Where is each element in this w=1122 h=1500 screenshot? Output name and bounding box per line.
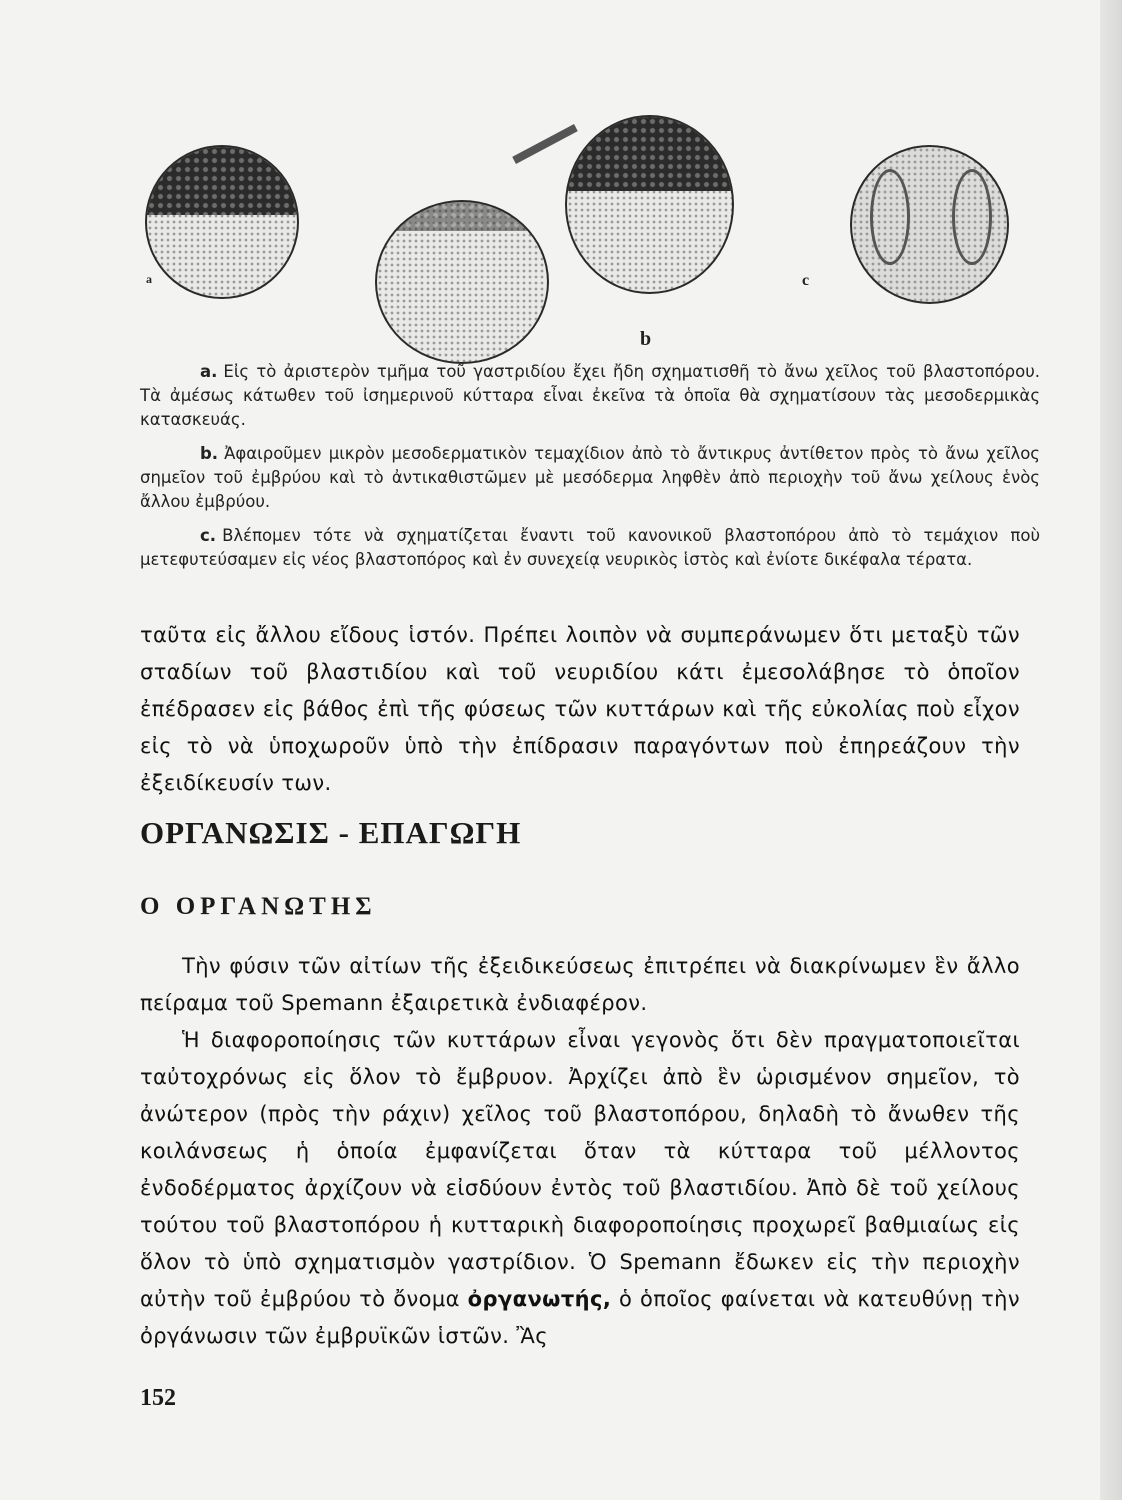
paragraph-2-text: Τὴν φύσιν τῶν αἰτίων τῆς ἐξειδικεύσεως ἐπιτρέπει νὰ διακρίνωμεν ἓν ἄλλο πείραμα τοῦ Spemann ἐξαιρετικὰ ἐνδιαφέρον.	[140, 954, 1020, 1015]
embryo-a-illustration	[145, 145, 299, 299]
embryo-b-illustration	[375, 200, 549, 364]
embryo-a-cap	[147, 147, 297, 215]
caption-c	[140, 524, 1040, 572]
page-number: 152	[140, 1385, 176, 1411]
figure-label-b: b	[640, 328, 652, 350]
caption-a-text: Εἰς τὸ ἀριστερὸν τμῆμα τοῦ γαστριδίου ἔχει ἤδη σχηματισθῆ τὸ ἄνω χεῖλος τοῦ βλαστοπόρου. Τὰ ἀμέσως κάτωθεν τοῦ ἰσημερινοῦ κύτταρα εἶναι ἐκεῖνα τὰ ὁποῖα θὰ σχηματίσουν τὰς μεσοδερμικὰς κατασκευάς.	[140, 362, 1040, 429]
embryo-b-cap	[377, 202, 547, 231]
caption-a	[140, 360, 1040, 432]
paragraph-3	[140, 1022, 1020, 1355]
caption-b	[140, 442, 1040, 514]
body-paragraphs-2-3	[140, 948, 1020, 1355]
embryo-fold-left	[870, 169, 910, 265]
caption-b-mark: b.	[200, 444, 219, 463]
embryo-result-illustration	[850, 145, 1009, 304]
page-edge	[1100, 0, 1122, 1500]
caption-c-mark: c.	[200, 526, 217, 545]
embryo-c-cap	[567, 117, 732, 191]
figure-label-c: c	[802, 272, 810, 289]
caption-a-mark: a.	[200, 362, 218, 381]
organizer-term: ὀργανωτής,	[467, 1287, 612, 1311]
caption-b-text: Ἀφαιροῦμεν μικρὸν μεσοδερματικὸν τεμαχίδιον ἀπὸ τὸ ἄντικρυς ἀντίθετον πρὸς τὸ ἄνω χεῖλος σημεῖον τοῦ ἐμβρύου καὶ τὸ ἀντικαθιστῶμεν μὲ μεσόδερμα ληφθὲν ἀπὸ περιοχὴν τοῦ ἄνω χείλους ἑνὸς ἄλλου ἐμβρύου.	[140, 444, 1040, 511]
paragraph-1-text: ταῦτα εἰς ἄλλου εἴδους ἱστόν. Πρέπει λοιπὸν νὰ συμπεράνωμεν ὅτι μεταξὺ τῶν σταδίων τοῦ βλαστιδίου καὶ τοῦ νευριδίου κάτι ἐμεσολάβησε τὸ ὁποῖον ἐπέδρασεν εἰς βάθος ἐπὶ τῆς φύσεως τῶν κυττάρων καὶ τῆς εὐκολίας ποὺ εἶχον εἰς τὸ νὰ ὑποχωροῦν ὑπὸ τὴν ἐπίδρασιν παραγόντων ποὺ ἐπηρεάζουν τὴν ἐξειδίκευσίν των.	[140, 623, 1020, 795]
body-paragraph-1	[140, 617, 1020, 802]
figure-label-a: a	[146, 272, 152, 286]
embryo-fold-right	[952, 169, 992, 265]
figure-embryo-series	[140, 100, 1040, 360]
caption-c-text: Βλέπομεν τότε νὰ σχηματίζεται ἔναντι τοῦ κανονικοῦ βλαστοπόρου ἀπὸ τὸ τεμάχιον ποὺ μετεφυτεύσαμεν εἰς νέος βλαστοπόρος καὶ ἐν συνεχείᾳ νευρικὸς ἱστὸς καὶ ἐνίοτε δικέφαλα τέρατα.	[140, 526, 1040, 569]
embryo-c-illustration	[565, 115, 734, 294]
subsection-heading: Ο ΟΡΓΑΝΩΤΗΣ	[140, 893, 377, 920]
figure-captions	[140, 360, 1040, 582]
paragraph-3-before: Ἡ διαφοροποίησις τῶν κυττάρων εἶναι γεγονὸς ὅτι δὲν πραγματοποιεῖται ταὐτοχρόνως εἰς ὅλον τὸ ἔμβρυον. Ἀρχίζει ἀπὸ ἓν ὡρισμένον σημεῖον, τὸ ἀνώτερον (πρὸς τὴν ράχιν) χεῖλος τοῦ βλαστοπόρου, δηλαδὴ τὸ ἄνωθεν τῆς κοιλάνσεως ἡ ὁποία ἐμφανίζεται ὅταν τὰ κύτταρα τοῦ μέλλοντος ἐνδοδέρματος ἀρχίζουν νὰ εἰσδύουν ἐντὸς τοῦ βλαστιδίου. Ἀπὸ δὲ τοῦ χείλους τούτου τοῦ βλαστοπόρου ἡ κυτταρικὴ διαφοροποίησις προχωρεῖ βαθμιαίως εἰς ὅλον τὸ ὑπὸ σχηματισμὸν γαστρίδιον. Ὁ Spemann ἔδωκεν εἰς τὴν περιοχὴν αὐτὴν τοῦ ἐμβρύου τὸ ὄνομα	[140, 1028, 1020, 1311]
section-heading: ΟΡΓΑΝΩΣΙΣ - ΕΠΑΓΩΓΗ	[140, 815, 522, 850]
paragraph-3-after: ὁ ὁποῖος φαίνεται νὰ κατευθύνῃ τὴν ὀργάνωσιν τῶν ἐμβρυϊκῶν ἱστῶν. Ἂς	[140, 1287, 1020, 1348]
